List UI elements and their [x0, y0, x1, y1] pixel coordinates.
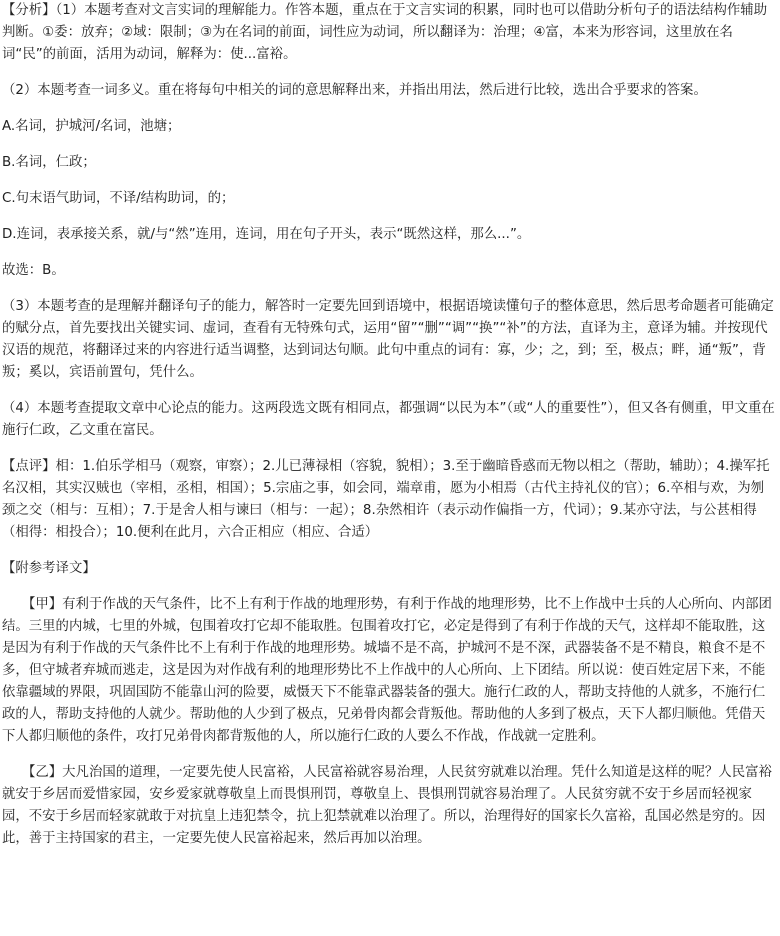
translation-heading: 【附参考译文】	[2, 561, 96, 576]
translation-jia: 【甲】有利于作战的天气条件，比不上有利于作战的地理形势，有利于作战的地理形势，比不上作战中士兵的人心所向、内部团结。三里的内城，七里的外城，包围着攻打它却不能取胜。包围着攻打它，必定是得到了有利于作战的天气，这样却不能取胜，这是因为有利于作战的天气条件比不上有利于作战的地理形势。城墙不是不高，护城河不是不深，武器装备不是不精良，粮食不是不多，但守城者弃城而逃走，这是因为对作战有利的地理形势比不上作战中的人心所向、上下团结。所以说：使百姓定居下来，不能依靠疆域的界限，巩固国防不能靠山河的险要，威慑天下不能靠武器装备的强大。施行仁政的人，帮助支持他的人就多，不施行仁政的人，帮助支持他的人就少。帮助他的人少到了极点，兄弟骨肉都会背叛他。帮助他的人多到了极点，天下人都归顺他。凭借天下人都归顺他的条件，攻打兄弟骨肉都背叛他的人，所以施行仁政的人要么不作战，作战就一定胜利。	[2, 597, 772, 744]
analysis-paragraph-1: 【分析】（1）本题考查对文言实词的理解能力。作答本题，重点在于文言实词的积累，同时也可以借助分析句子的语法结构作辅助判断。①委：放弃；②域：限制；③为在名词的前面，词性应为动词，所以翻译为：治理；④富，本来为形容词，这里放在名词“民”的前面，活用为动词，解释为：使...富裕。	[2, 3, 768, 62]
option-c: C.句末语气助词，不译/结构助词，的；	[2, 191, 235, 206]
option-b: B.名词，仁政；	[2, 155, 96, 170]
answer-line: 故选：B。	[2, 263, 65, 278]
option-d: D.连词，表承接关系，就/与“然”连用，连词，用在句子开头，表示“既然这样，那么...”。	[2, 227, 531, 242]
analysis-paragraph-4: （4）本题考查提取文章中心论点的能力。这两段选文既有相同点，都强调“以民为本”（或“人的重要性”），但又各有侧重，甲文重在施行仁政，乙文重在富民。	[2, 401, 775, 438]
option-a: A.名词，护城河/名词，池塘；	[2, 119, 181, 134]
solution-content	[2, 0, 776, 850]
translation-yi: 【乙】大凡治国的道理，一定要先使人民富裕，人民富裕就容易治理，人民贫穷就难以治理。凭什么知道是这样的呢？人民富裕就安于乡居而爱惜家园，安乡爱家就尊敬皇上而畏惧刑罚，尊敬皇上、畏惧刑罚就容易治理了。人民贫穷就不安于乡居而轻视家园，不安于乡居而轻家就敢于对抗皇上违犯禁令，抗上犯禁就难以治理了。所以，治理得好的国家长久富裕，乱国必然是穷的。因此，善于主持国家的君主，一定要先使人民富裕起来，然后再加以治理。	[2, 765, 772, 846]
analysis-paragraph-2: （2）本题考查一词多义。重在将每句中相关的词的意思解释出来，并指出用法，然后进行比较，选出合乎要求的答案。	[2, 83, 707, 98]
analysis-paragraph-3: （3）本题考查的是理解并翻译句子的能力，解答时一定要先回到语境中，根据语境读懂句子的整体意思，然后思考命题者可能确定的赋分点，首先要找出关键实词、虚词，查看有无特殊句式，运用“留”“删”“调”“换”“补”的方法，直译为主，意译为辅。并按现代汉语的规范，将翻译过来的内容进行适当调整，达到词达句顺。此句中重点的词有：寡，少；之，到；至，极点；畔，通“叛”，背叛；奚以，宾语前置句，凭什么。	[2, 299, 774, 380]
comment-paragraph: 【点评】相：1.伯乐学相马（观察，审察）；2.儿已薄禄相（容貌，貌相）；3.至于幽暗昏惑而无物以相之（帮助，辅助）；4.操军托名汉相，其实汉贼也（宰相，丞相，相国）；5.宗庙之事，如会同，端章甫，愿为小相焉（古代主持礼仪的官）；6.卒相与欢，为刎颈之交（相与：互相）；7.于是舍人相与谏曰（相与：一起）；8.杂然相许（表示动作偏指一方，代词）；9.某亦守法，与公甚相得（相得：相投合）；10.便利在此月，六合正相应（相应、合适）	[2, 459, 770, 540]
